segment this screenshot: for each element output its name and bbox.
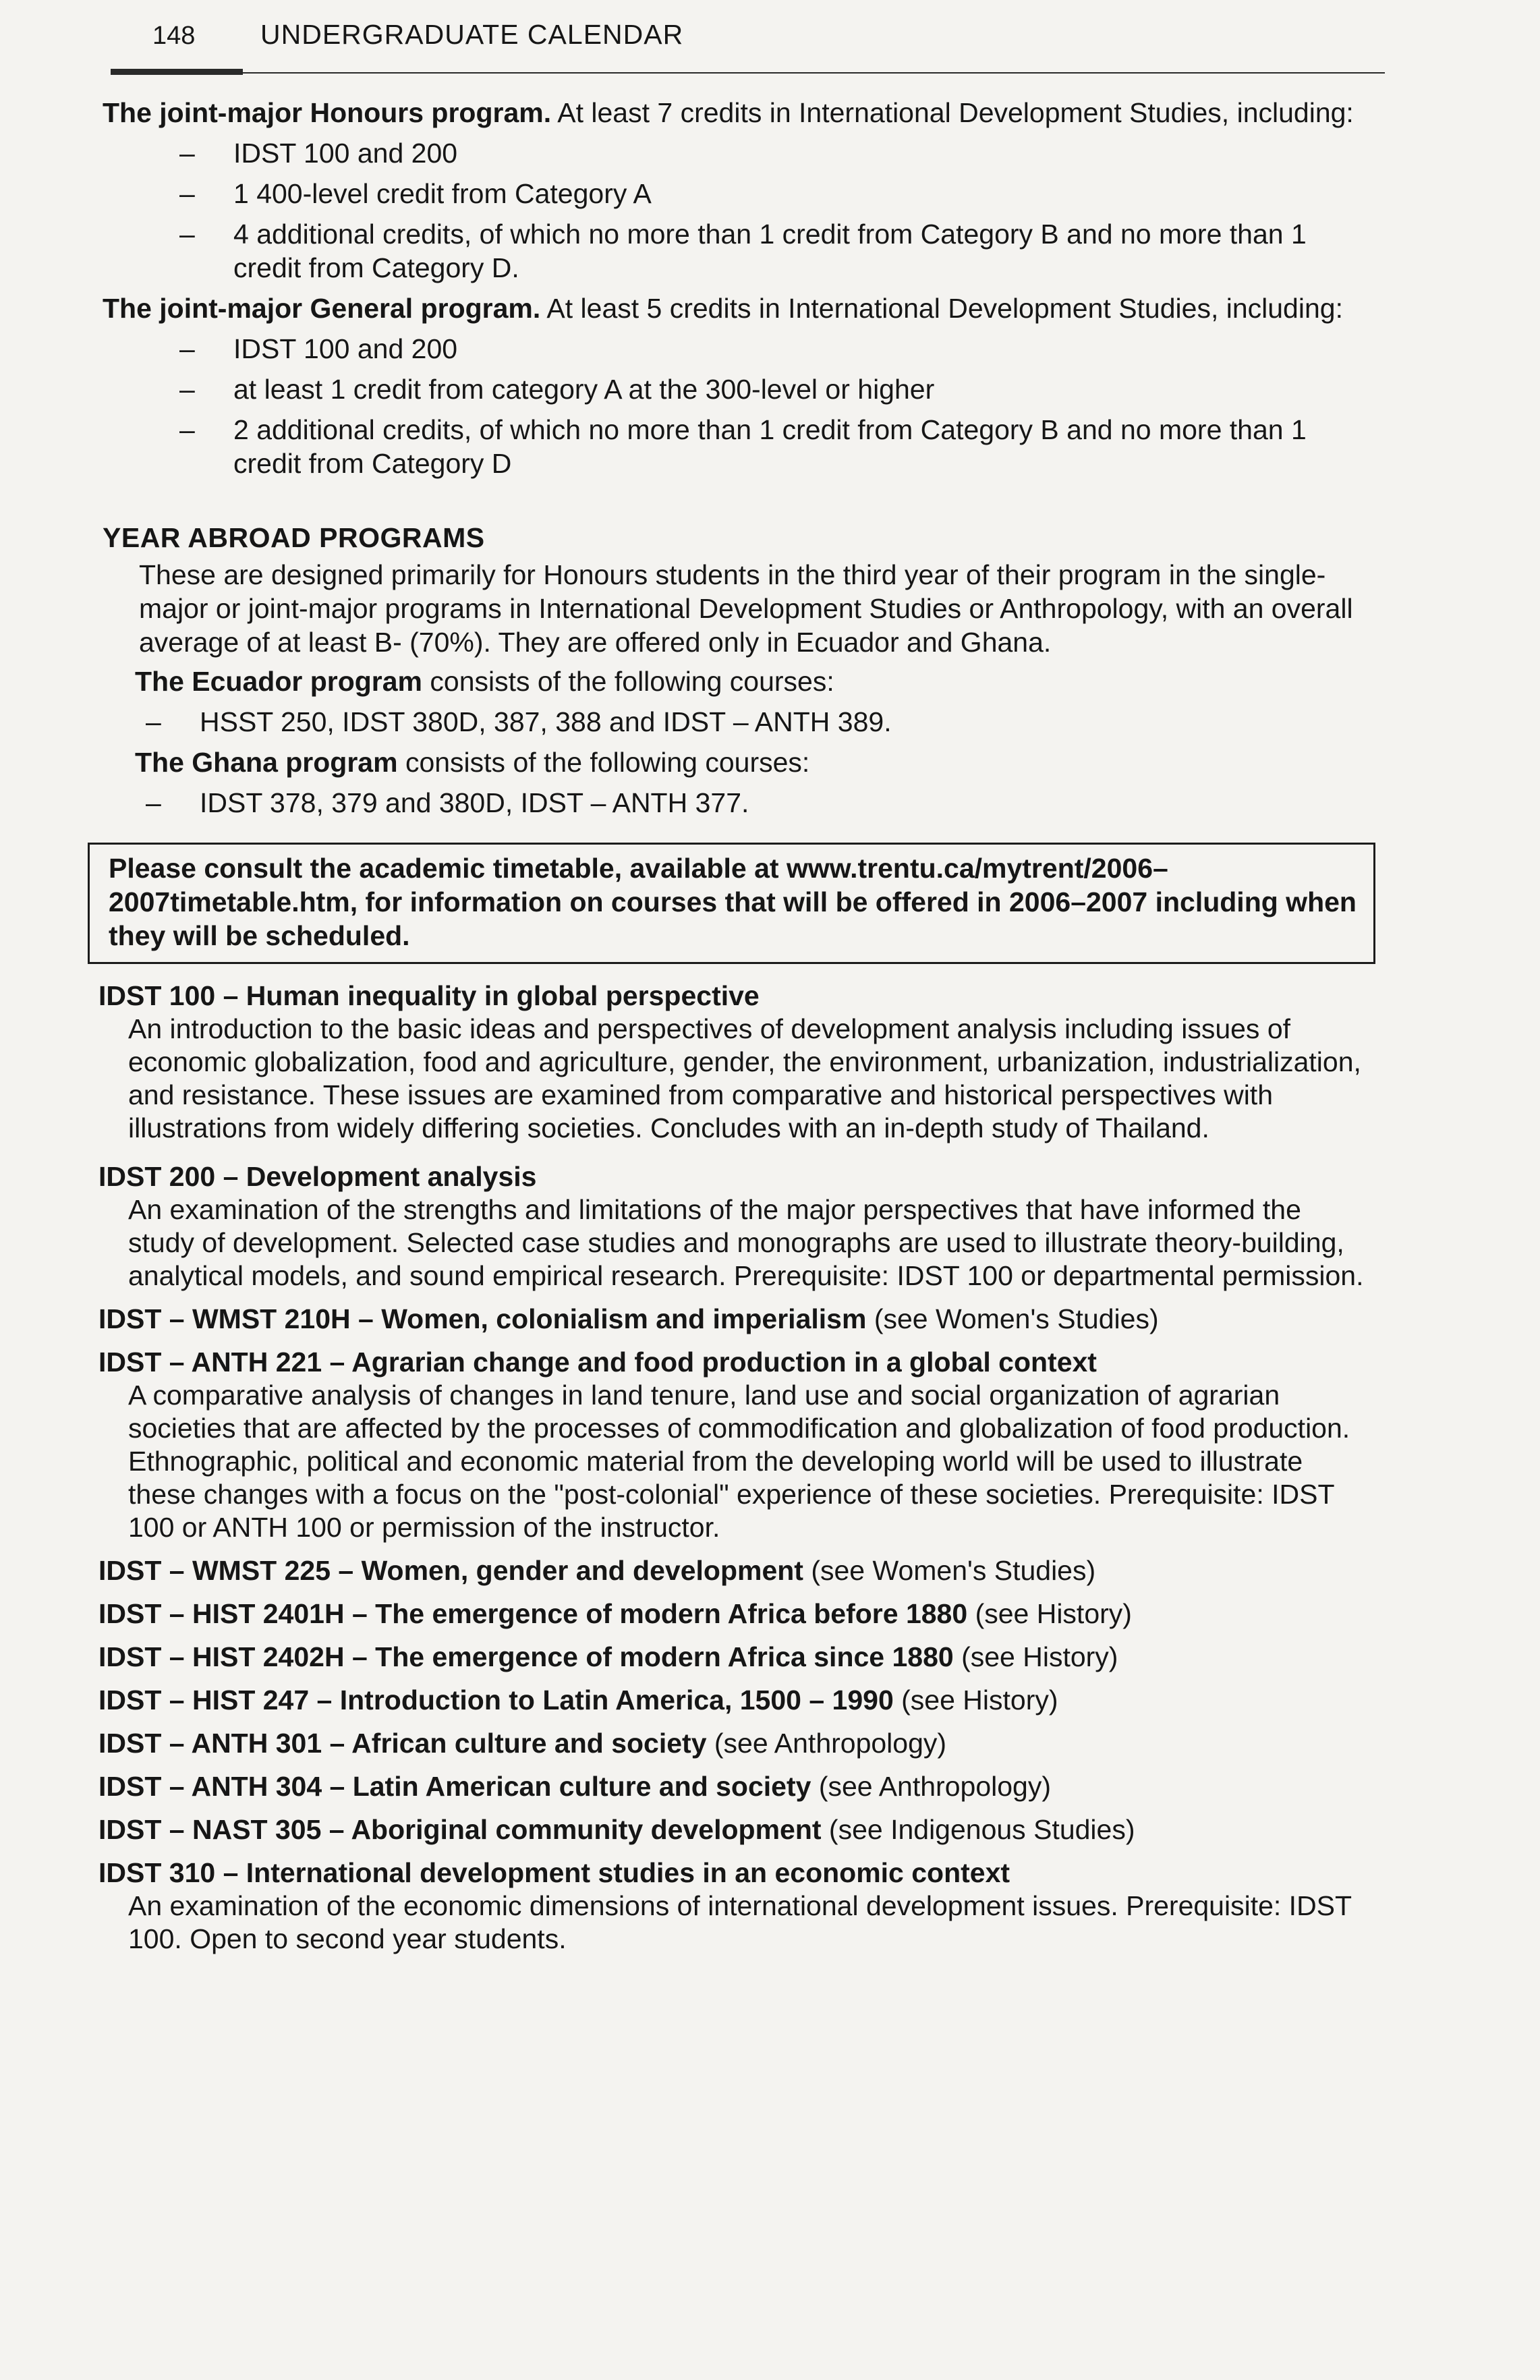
course-entry xyxy=(94,1856,1371,1956)
running-title: UNDERGRADUATE CALENDAR xyxy=(260,19,684,50)
course-description: An examination of the economic dimensions of international development issues. Prerequisite: IDST 100. Open to second year students. xyxy=(128,1890,1352,1954)
course-entry xyxy=(94,979,1371,1145)
course-entry xyxy=(94,1769,1371,1803)
course-title: IDST – HIST 2401H – The emergence of modern Africa before 1880 xyxy=(98,1598,968,1629)
course-entry xyxy=(94,1597,1371,1631)
course-title: IDST – NAST 305 – Aboriginal community development xyxy=(98,1814,822,1845)
course-title: IDST 100 – Human inequality in global perspective xyxy=(98,980,760,1011)
course-reference: (see History) xyxy=(953,1641,1118,1672)
list-item: – IDST 100 and 200 xyxy=(169,136,1371,170)
list-item: – 1 400-level credit from Category A xyxy=(169,177,1371,210)
ghana-program xyxy=(135,745,1371,779)
list-item: – 2 additional credits, of which no more than 1 credit from Category B and no more than 1 credit from Category D xyxy=(169,413,1371,480)
timetable-notice-box: Please consult the academic timetable, available at www.trentu.ca/mytrent/2006–2007timetable.htm, for information on courses that will be offered in 2006–2007 including when they will be scheduled. xyxy=(88,843,1375,964)
course-reference: (see Women's Studies) xyxy=(866,1303,1159,1334)
course-title: IDST – HIST 2402H – The emergence of modern Africa since 1880 xyxy=(98,1641,954,1672)
joint-general-intro: At least 5 credits in International Development Studies, including: xyxy=(540,293,1343,324)
course-reference: (see History) xyxy=(893,1684,1058,1716)
course-title: IDST – HIST 247 – Introduction to Latin America, 1500 – 1990 xyxy=(98,1684,894,1716)
joint-honours-title: The joint-major Honours program. xyxy=(103,97,552,128)
list-item: – IDST 378, 379 and 380D, IDST – ANTH 377. xyxy=(135,786,1371,820)
course-entry xyxy=(94,1345,1371,1544)
course-description: A comparative analysis of changes in land tenure, land use and social organization of agrarian societies that are affected by the processes of commodification and globalization of food production. Ethnographic, political and economic material from the developing world will be used to illustrate these changes with a focus on the "post-colonial" experience of these societies. Prerequisite: IDST 100 or ANTH 100 or permission of the instructor. xyxy=(128,1380,1350,1543)
course-title: IDST 200 – Development analysis xyxy=(98,1161,537,1192)
course-reference: (see Women's Studies) xyxy=(803,1555,1096,1586)
course-entry xyxy=(94,1302,1371,1336)
ecuador-list xyxy=(94,705,1371,739)
course-reference: (see Anthropology) xyxy=(706,1728,947,1759)
course-entry xyxy=(94,1813,1371,1846)
course-title: IDST – ANTH 301 – African culture and society xyxy=(98,1728,707,1759)
joint-honours-list xyxy=(94,136,1371,285)
list-item: – 4 additional credits, of which no more than 1 credit from Category B and no more than 1 credit from Category D. xyxy=(169,217,1371,285)
list-item: – at least 1 credit from category A at the 300-level or higher xyxy=(169,372,1371,406)
page-header xyxy=(94,19,1371,58)
page-number: 148 xyxy=(152,22,196,50)
course-entry xyxy=(94,1160,1371,1293)
course-entry xyxy=(94,1640,1371,1674)
course-title: IDST – ANTH 304 – Latin American culture and society xyxy=(98,1771,811,1802)
course-reference: (see History) xyxy=(967,1598,1132,1629)
ghana-program-text: consists of the following courses: xyxy=(397,747,810,778)
joint-honours-intro: At least 7 credits in International Development Studies, including: xyxy=(551,97,1354,128)
list-item: – IDST 100 and 200 xyxy=(169,332,1371,366)
course-title: IDST – ANTH 221 – Agrarian change and food production in a global context xyxy=(98,1347,1097,1378)
joint-general-list xyxy=(94,332,1371,480)
course-title: IDST – WMST 225 – Women, gender and development xyxy=(98,1555,803,1586)
year-abroad-heading: YEAR ABROAD PROGRAMS xyxy=(103,522,485,553)
course-description: An introduction to the basic ideas and perspectives of development analysis including issues of economic globalization, food and agriculture, gender, the environment, urbanization, industrialization, and resistance. These issues are examined from comparative and historical perspectives with illustrations from widely differing societies. Concludes with an in-depth study of Thailand. xyxy=(128,1013,1361,1143)
course-title: IDST – WMST 210H – Women, colonialism and imperialism xyxy=(98,1303,867,1334)
course-reference: (see Anthropology) xyxy=(811,1771,1051,1802)
course-entry xyxy=(94,1683,1371,1717)
joint-general-title: The joint-major General program. xyxy=(103,293,541,324)
ecuador-program-title: The Ecuador program xyxy=(135,666,423,697)
course-entry xyxy=(94,1726,1371,1760)
ecuador-program xyxy=(135,664,1371,698)
course-description: An examination of the strengths and limitations of the major perspectives that have informed the study of development. Selected case studies and monographs are used to illustrate theory-building, analytical models, and sound empirical research. Prerequisite: IDST 100 or departmental permission. xyxy=(128,1194,1364,1291)
ghana-program-title: The Ghana program xyxy=(135,747,398,778)
year-abroad-intro: These are designed primarily for Honours students in the third year of their program in the single-major or joint-major programs in International Development Studies or Anthropology, with an overall average of at least B- (70%). They are offered only in Ecuador and Ghana. xyxy=(139,559,1353,658)
list-item: – HSST 250, IDST 380D, 387, 388 and IDST – ANTH 389. xyxy=(135,705,1371,739)
course-reference: (see Indigenous Studies) xyxy=(821,1814,1135,1845)
joint-general-paragraph xyxy=(103,291,1371,325)
course-entry xyxy=(94,1554,1371,1587)
course-title: IDST 310 – International development studies in an economic context xyxy=(98,1857,1010,1888)
ecuador-program-text: consists of the following courses: xyxy=(422,666,834,697)
header-rule xyxy=(94,69,1371,76)
ghana-list xyxy=(94,786,1371,820)
joint-honours-paragraph xyxy=(103,96,1371,130)
